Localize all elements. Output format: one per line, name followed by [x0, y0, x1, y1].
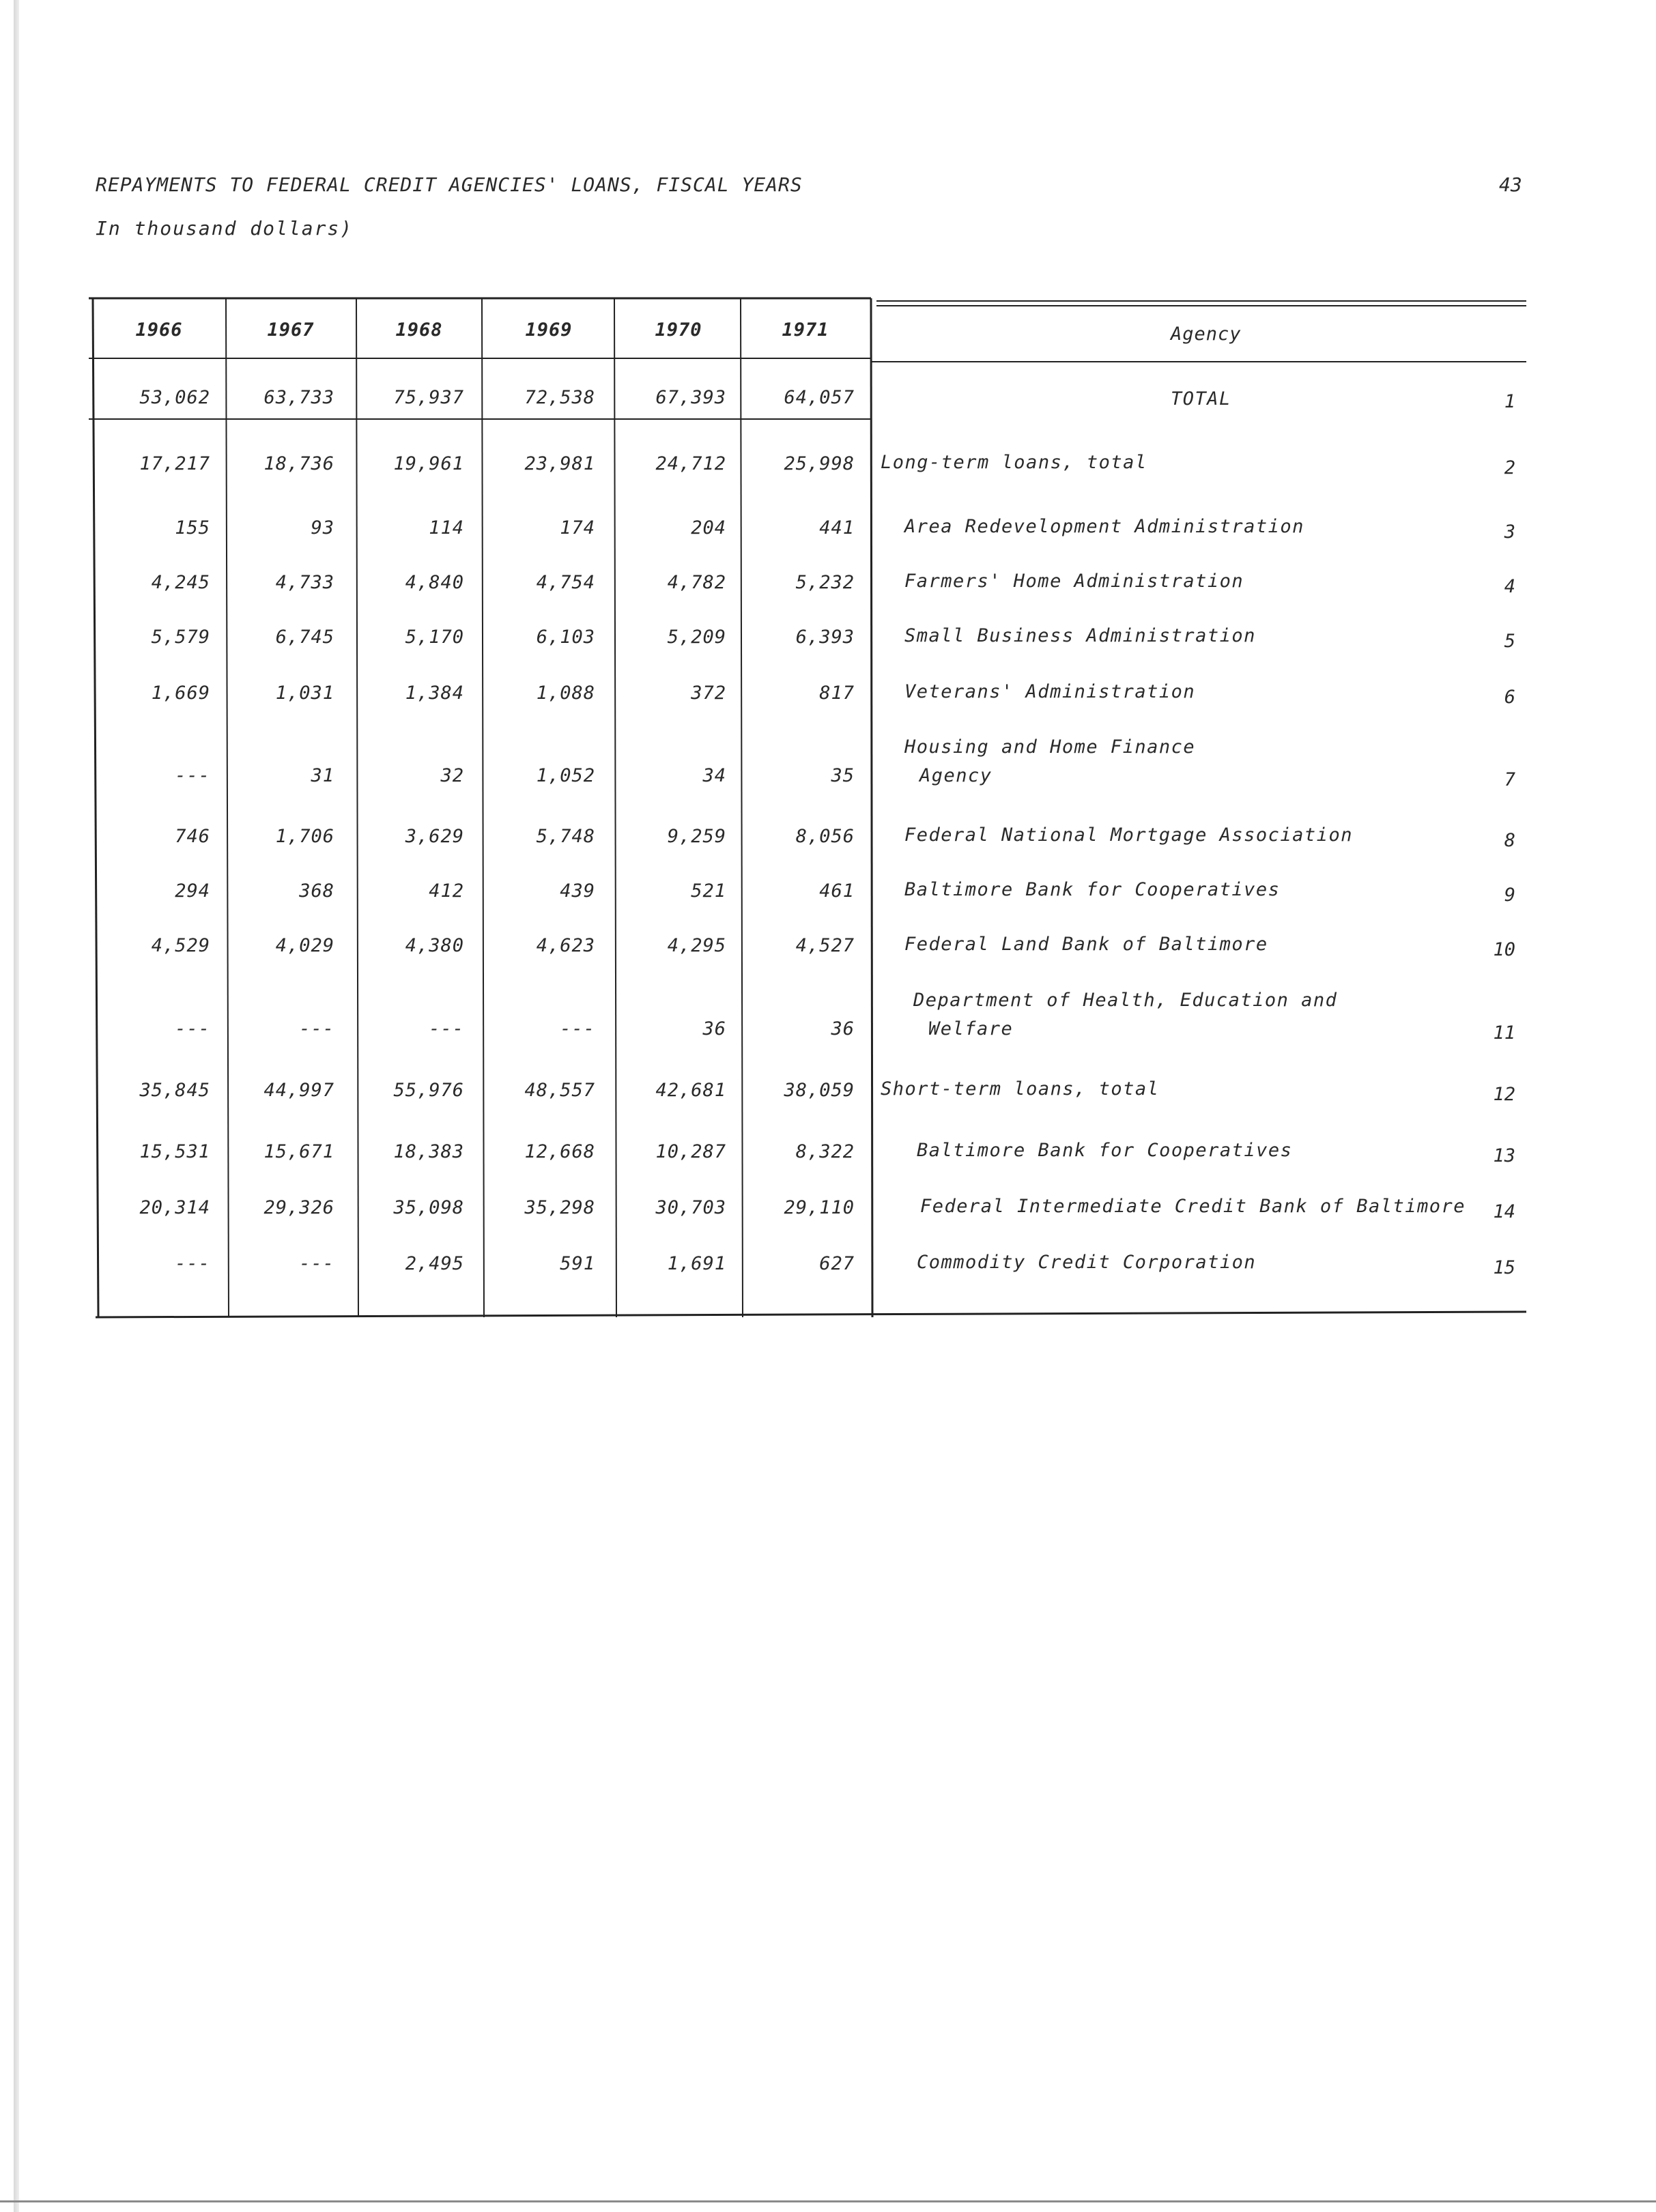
table-cell: 12,668 — [524, 1141, 595, 1162]
table-cell: 31 — [311, 765, 334, 786]
table-cell: 1,031 — [275, 683, 334, 704]
table-cell: 30,703 — [655, 1197, 726, 1218]
agency-name: Department of Health, Education and — [913, 990, 1338, 1011]
agency-name: Federal National Mortgage Association — [904, 824, 1353, 846]
agency-name: Baltimore Bank for Cooperatives — [917, 1140, 1293, 1161]
table-cell: 35 — [831, 765, 855, 786]
table-cell: --- — [429, 1018, 464, 1039]
table-cell: 6,103 — [536, 627, 595, 648]
table-cell: 5,170 — [405, 627, 464, 648]
line-number: 1 — [1504, 391, 1515, 412]
table-cell: 48,557 — [524, 1080, 595, 1101]
table-cell: 2,495 — [405, 1253, 464, 1274]
table-cell: 36 — [702, 1018, 726, 1039]
table-cell: 17,217 — [139, 453, 210, 474]
table-cell: 591 — [560, 1253, 595, 1274]
agency-name: Commodity Credit Corporation — [917, 1252, 1257, 1273]
table-cell: 19,961 — [393, 453, 464, 474]
table-cell: 6,393 — [795, 627, 855, 648]
table-cell: 6,745 — [275, 627, 334, 648]
line-number: 10 — [1493, 939, 1515, 960]
col-rule-2 — [356, 298, 358, 1317]
line-number: 12 — [1493, 1084, 1515, 1105]
table-cell: 4,527 — [795, 935, 855, 956]
table-bottom-rule — [96, 1312, 1526, 1317]
table-cell: --- — [175, 1253, 210, 1274]
agency-name: Small Business Administration — [904, 625, 1256, 646]
line-number: 11 — [1493, 1022, 1515, 1044]
table-cell: 4,782 — [667, 572, 726, 593]
table-cell: 1,691 — [667, 1253, 726, 1274]
page-title: REPAYMENTS TO FEDERAL CREDIT AGENCIES' LOANS, FISCAL YEARS — [96, 173, 803, 196]
scan-edge — [14, 0, 19, 2212]
table-cell: 4,529 — [151, 935, 210, 956]
agency-name: Area Redevelopment Administration — [904, 516, 1304, 537]
table-cell: 5,579 — [151, 627, 210, 648]
table-cell: 4,029 — [275, 935, 334, 956]
agency-name: Long-term loans, total — [881, 452, 1147, 473]
year-header-1970: 1970 — [655, 319, 702, 341]
table-cell: 1,052 — [536, 765, 595, 786]
table-cell: 64,057 — [784, 387, 855, 408]
table-cell: 10,287 — [655, 1141, 726, 1162]
table-cell: 42,681 — [655, 1080, 726, 1101]
page-number: 43 — [1499, 173, 1522, 196]
table-cell: 20,314 — [139, 1197, 210, 1218]
agency-name: Housing and Home Finance — [904, 736, 1196, 758]
table-cell: 155 — [175, 517, 210, 538]
agency-name: Baltimore Bank for Cooperatives — [904, 879, 1281, 900]
agency-name: Veterans' Administration — [904, 681, 1196, 702]
table-cell: 412 — [429, 880, 464, 902]
table-cell: 372 — [691, 683, 726, 704]
table-cell: 67,393 — [655, 387, 726, 408]
table-cell: 15,531 — [139, 1141, 210, 1162]
table-cell: 174 — [560, 517, 595, 538]
agency-name: Farmers' Home Administration — [904, 571, 1244, 592]
table-cell: 9,259 — [667, 826, 726, 847]
table-cell: 3,629 — [405, 826, 464, 847]
page-subtitle: In thousand dollars) — [96, 217, 354, 240]
agency-name: Short-term loans, total — [881, 1078, 1160, 1100]
year-header-1971: 1971 — [782, 319, 829, 341]
table-cell: 5,209 — [667, 627, 726, 648]
year-header-1968: 1968 — [395, 319, 443, 341]
table-cell: 72,538 — [524, 387, 595, 408]
agency-name-continued: Agency — [919, 765, 993, 786]
line-number: 15 — [1493, 1257, 1515, 1278]
table-cell: 204 — [691, 517, 726, 538]
table-cell: 44,997 — [263, 1080, 334, 1101]
table-cell: 368 — [299, 880, 334, 902]
table-cell: 294 — [175, 880, 210, 902]
table-cell: 35,098 — [393, 1197, 464, 1218]
table-cell: 29,326 — [263, 1197, 334, 1218]
line-number: 6 — [1504, 687, 1515, 708]
table-cell: 746 — [175, 826, 210, 847]
table-cell: --- — [299, 1253, 334, 1274]
scan-bottom-line — [0, 2200, 1656, 2202]
table-cell: 441 — [819, 517, 855, 538]
table-cell: 439 — [560, 880, 595, 902]
agency-name: Federal Intermediate Credit Bank of Baltimore — [920, 1196, 1466, 1217]
table-cell: 23,981 — [524, 453, 595, 474]
table-cell: 53,062 — [139, 387, 210, 408]
line-number: 7 — [1504, 769, 1515, 790]
table-cell: 34 — [702, 765, 726, 786]
table-cell: 4,754 — [536, 572, 595, 593]
table-cell: 5,232 — [795, 572, 855, 593]
col-rule-4 — [614, 298, 616, 1317]
table-cell: 24,712 — [655, 453, 726, 474]
table-cell: 817 — [819, 683, 855, 704]
year-header-1967: 1967 — [267, 319, 315, 341]
table-cell: 29,110 — [784, 1197, 855, 1218]
table-cell: 63,733 — [263, 387, 334, 408]
table-cell: 4,840 — [405, 572, 464, 593]
table-cell: 55,976 — [393, 1080, 464, 1101]
agency-name: Federal Land Bank of Baltimore — [904, 934, 1268, 955]
table-cell: 35,298 — [524, 1197, 595, 1218]
table-cell: 38,059 — [784, 1080, 855, 1101]
agency-name-continued: Welfare — [928, 1018, 1014, 1039]
table-cell: 4,623 — [536, 935, 595, 956]
table-cell: 521 — [691, 880, 726, 902]
table-cell: --- — [299, 1018, 334, 1039]
table-cell: 114 — [429, 517, 464, 538]
table-cell: 4,380 — [405, 935, 464, 956]
table-cell: 32 — [440, 765, 464, 786]
line-number: 2 — [1504, 457, 1515, 478]
line-number: 9 — [1504, 885, 1515, 906]
line-number: 13 — [1493, 1145, 1515, 1166]
year-header-1966: 1966 — [135, 319, 183, 341]
table-cell: 36 — [831, 1018, 855, 1039]
table-cell: 4,295 — [667, 935, 726, 956]
table-cell: 5,748 — [536, 826, 595, 847]
col-rule-0 — [93, 298, 98, 1317]
line-number: 3 — [1504, 521, 1515, 543]
table-cell: 8,322 — [795, 1141, 855, 1162]
col-rule-6 — [871, 298, 872, 1317]
table-cell: 1,384 — [405, 683, 464, 704]
table-cell: 4,245 — [151, 572, 210, 593]
line-number: 14 — [1493, 1201, 1515, 1222]
table-cell: 35,845 — [139, 1080, 210, 1101]
table-cell: --- — [175, 765, 210, 786]
table-cell: 4,733 — [275, 572, 334, 593]
table-cell: --- — [560, 1018, 595, 1039]
table-cell: 93 — [311, 517, 334, 538]
table-cell: 1,669 — [151, 683, 210, 704]
table-cell: 8,056 — [795, 826, 855, 847]
line-number: 5 — [1504, 631, 1515, 652]
table-cell: --- — [175, 1018, 210, 1039]
table-cell: 461 — [819, 880, 855, 902]
table-cell: 18,736 — [263, 453, 334, 474]
agency-header: Agency — [1171, 324, 1242, 345]
line-number: 8 — [1504, 830, 1515, 851]
table-cell: 627 — [819, 1253, 855, 1274]
table-cell: 15,671 — [263, 1141, 334, 1162]
col-rule-5 — [741, 298, 743, 1317]
year-header-1969: 1969 — [525, 319, 573, 341]
table-cell: 1,088 — [536, 683, 595, 704]
table-cell: 75,937 — [393, 387, 464, 408]
col-rule-3 — [482, 298, 484, 1317]
agency-total-label: TOTAL — [1171, 388, 1231, 410]
table-cell: 18,383 — [393, 1141, 464, 1162]
table-cell: 25,998 — [784, 453, 855, 474]
col-rule-1 — [226, 298, 229, 1317]
table-cell: 1,706 — [275, 826, 334, 847]
line-number: 4 — [1504, 576, 1515, 597]
